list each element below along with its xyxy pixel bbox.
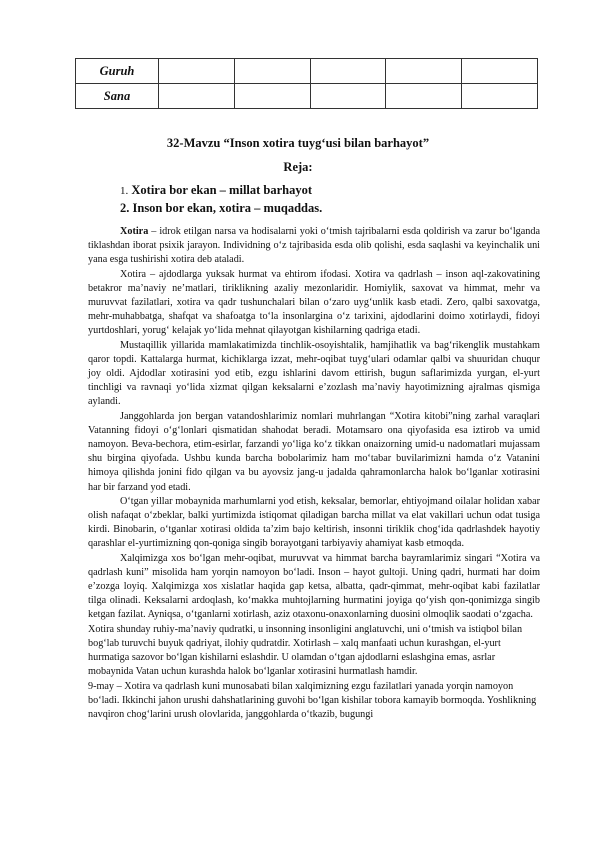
paragraph-text: Mustaqillik yillarida mamlakatimizda tinchlik-osoyishtalik, hamjihatlik va bag‘rikenglik mustahkam qaror topdi. Kattalarga hurmat, kichiklarga izzat, mehr-oqibat tuyg‘ulari odamlar qalbi va shuuridan chuqur joy oldi. Ajdodlar xotirasini yod etib, ezgu ishlarini davom ettirish, bugun saflarimizda yurgan, el-yurt tinchligi va ravnaqi yo‘lida xizmat qilgan keksalarni e’zozlash ma’naviy hayotimizning ajralmas qismiga aylandi. xyxy=(88,339,540,408)
paragraph-text: Xotira – ajdodlarga yuksak hurmat va ehtirom ifodasi. Xotira va qadrlash – inson aql-zakovatining betakror ma’naviy ne’matlari, tiriklikning azaliy mezonlaridir. Homiylik, saxovat va himmat, mehr va muruvvat fazilatlari, xotira va qadr tushunchalari bilan o‘zaro uyg‘unlik kasb etadi. Zero, qalbi saxovatga, mehr-muhabbatga, shafqat va shafoatga to‘la insonlargina o‘z tarixini, ajdodlarini doimo xotirlaydi, fidoyi yurtdoshlari, yorug‘ kelajak yo‘lida mehnat qilayotgan kishilarning qadriga etadi. xyxy=(88,268,540,337)
document-body xyxy=(88,225,540,722)
table-cell xyxy=(159,59,235,84)
paragraph-text: Xalqimizga xos bo‘lgan mehr-oqibat, muruvvat va himmat barcha bayramlarimiz singari “Xotira va qadrlash kuni” misolida ham yorqin namoyon bo‘ladi. Inson – hayot gultoji. Uning qadri, hurmati har doim e’zozga loyiq. Xalqimizga xos xislatlar haqida gap ketsa, albatta, qadr-qimmat, mehr-oqibat kabi fazilatlar tilga olinadi. Keksalarni ardoqlash, ko‘makka muhtojlarning hurmatini joyiga qo‘yish qon-qonimizga singib ketgan fazilat. Ayniqsa, o‘tganlarni xotirlash, aziz otaxonu-onaxonlarning duosini olmoqlik saodati o‘zgacha. xyxy=(88,552,540,621)
table-row xyxy=(76,59,538,84)
paragraph-text: 9-may – Xotira va qadrlash kuni munosabati bilan xalqimizning ezgu fazilatlari yanada yorqin namoyon bo‘ladi. Ikkinchi jahon urushi dahshatlarining guvohi bo‘lgan kishilar tobora kamayib bormoqda. Yoshlikning navqiron chog‘larini urush olovlarida, janggohlarda o‘tkazib, bugungi xyxy=(88,680,537,720)
page-title: 32-Mavzu “Inson xotira tuyg‘usi bilan barhayot” xyxy=(166,136,430,150)
paragraph-text: O‘tgan yillar mobaynida marhumlarni yod etish, keksalar, bemorlar, ehtiyojmand oilalar holidan xabar olish nafaqat o‘zbeklar, balki yurtimizda istiqomat qiladigan barcha millat va elat vakillari uchun odat tusiga kirdi. Binobarin, o‘tganlar xotirasi oldida ta’zim bajo keltirish, insonni tiriklik chog‘ida qadrlashdek hayotiy qarashlar el-yurtimizning qon-qoniga singib borayotgani tarbiyaviy ahamiyat kasb etmoqda. xyxy=(88,495,540,550)
paragraph xyxy=(88,268,540,339)
plan-item-number: 1. xyxy=(120,185,129,197)
paragraph-definition xyxy=(88,225,540,268)
date-label: Sana xyxy=(76,84,159,109)
table-cell xyxy=(386,84,462,109)
plan-item-text: Inson bor ekan, xotira – muqaddas. xyxy=(132,201,323,215)
plan-item-number: 2. xyxy=(120,201,130,215)
group-label: Guruh xyxy=(76,59,159,84)
paragraph xyxy=(88,495,540,552)
table-cell xyxy=(234,84,310,109)
group-date-table xyxy=(75,58,538,109)
table-row xyxy=(76,84,538,109)
paragraph xyxy=(88,339,540,410)
table-cell xyxy=(462,84,538,109)
paragraph xyxy=(88,623,540,680)
table-cell xyxy=(310,59,386,84)
paragraph-text: Janggohlarda jon bergan vatandoshlarimiz nomlari muhrlangan “Xotira kitobi”ning zarhal varaqlari Vatanning fidoyi o‘g‘lonlari qismatidan shahodat beradi. Motamsaro ona qiyofasida esa iztirob va umid namoyon. Beva-bechora, etim-esirlar, farzandi yo‘liga ko‘z tikkan onaizorning umid-u nadomatlari mujassam shu birgina qiyofada. Ushbu kunda barcha bobolarimiz ham mo‘tabar buvilarimizni hamda o‘z Vatanini himoya qilishda jonini fido qilgan va bu ayovsiz jang-u jadalda qahramonlarcha halok bo‘lganlar xotirasini har bir farzand yod etadi. xyxy=(88,410,540,493)
table-cell xyxy=(310,84,386,109)
table-cell xyxy=(462,59,538,84)
paragraph xyxy=(88,552,540,623)
paragraph xyxy=(88,410,540,495)
paragraph-text: Xotira shunday ruhiy-ma’naviy qudratki, u insonning insonligini anglatuvchi, uni o‘tmish va istiqbol bilan bog‘lab turuvchi buyuk qadriyat, ilohiy qudratdir. Xotirlash – xalq manfaati uchun kurashgan, el-yurt hurmatiga sazovor bo‘lgan kishilarni eslashdir. U olamdan o‘tgan ajdodlarni eslashgina emas, asrlar mobaynida Vatan uchun kurashda halok bo‘lganlar xotirasini hurmatlash hamdir. xyxy=(88,623,523,678)
term-bold: Xotira xyxy=(120,226,149,237)
plan-item-text: Xotira bor ekan – millat barhayot xyxy=(131,183,313,197)
table-cell xyxy=(159,84,235,109)
table-cell xyxy=(234,59,310,84)
paragraph xyxy=(88,680,540,723)
plan-item-1 xyxy=(120,183,312,198)
paragraph-text: – idrok etilgan narsa va hodisalarni yoki o‘tmish tajribalarni esda qoldirish va zarur bo‘lganda tiklashdan iborat psixik jarayon. Individning o‘z tajribasida esda olib qolishi, esda saqlashi va keyinchalik uni yana esga tushirishi xotira deb ataladi. xyxy=(88,226,540,266)
plan-item-2 xyxy=(120,201,322,216)
table-cell xyxy=(386,59,462,84)
plan-heading: Reja: xyxy=(283,160,313,174)
